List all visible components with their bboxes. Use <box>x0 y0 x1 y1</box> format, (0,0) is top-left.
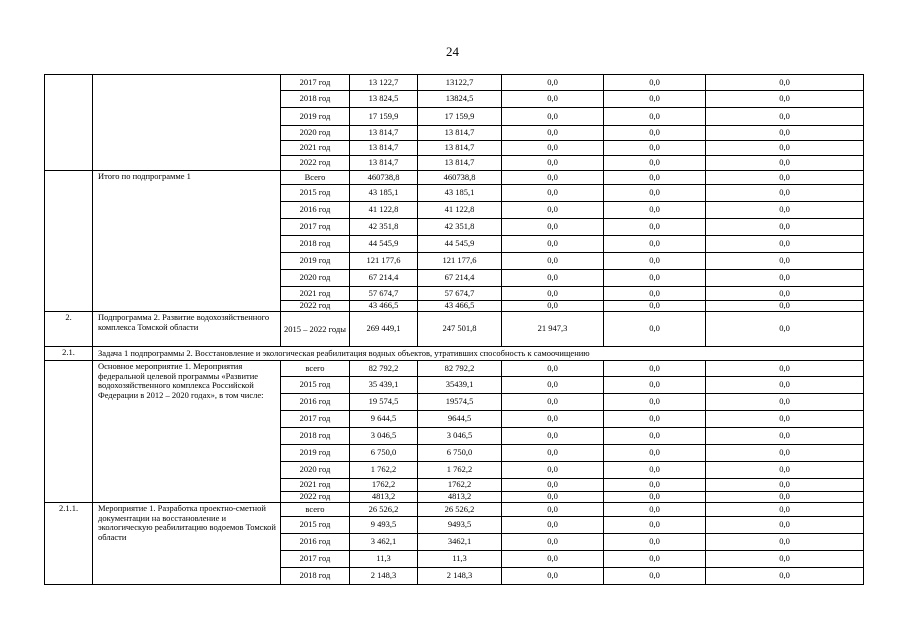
year-cell: 2021 год <box>281 141 350 156</box>
total-cell: 13 814,7 <box>350 126 418 141</box>
total-cell: 44 545,9 <box>350 236 418 253</box>
value-cell: 0,0 <box>502 91 604 108</box>
total-cell: 269 449,1 <box>350 312 418 347</box>
total-cell: 43 185,1 <box>350 185 418 202</box>
value-cell: 0,0 <box>706 236 864 253</box>
year-cell: 2015 год <box>281 517 350 534</box>
value-cell: 9644,5 <box>418 411 502 428</box>
value-cell: 0,0 <box>604 287 706 301</box>
value-cell: 0,0 <box>604 253 706 270</box>
value-cell: 0,0 <box>706 287 864 301</box>
value-cell: 0,0 <box>706 428 864 445</box>
year-cell: 2018 год <box>281 236 350 253</box>
value-cell: 0,0 <box>502 126 604 141</box>
value-cell: 0,0 <box>706 534 864 551</box>
year-cell: 2015 год <box>281 185 350 202</box>
value-cell: 0,0 <box>706 568 864 585</box>
value-cell: 121 177,6 <box>418 253 502 270</box>
value-cell: 0,0 <box>502 219 604 236</box>
value-cell: 82 792,2 <box>418 361 502 377</box>
value-cell: 41 122,8 <box>418 202 502 219</box>
value-cell: 0,0 <box>604 108 706 126</box>
table-row <box>45 75 864 91</box>
value-cell: 3 046,5 <box>418 428 502 445</box>
year-cell: всего <box>281 361 350 377</box>
value-cell: 0,0 <box>706 270 864 287</box>
value-cell: 42 351,8 <box>418 219 502 236</box>
value-cell: 0,0 <box>706 91 864 108</box>
year-cell: всего <box>281 503 350 517</box>
value-cell: 0,0 <box>502 411 604 428</box>
value-cell: 0,0 <box>604 185 706 202</box>
value-cell: 0,0 <box>706 108 864 126</box>
value-cell: 43 466,5 <box>418 301 502 312</box>
value-cell: 0,0 <box>604 492 706 503</box>
total-cell: 9 644,5 <box>350 411 418 428</box>
year-cell: 2022 год <box>281 492 350 503</box>
total-cell: 13 814,7 <box>350 141 418 156</box>
value-cell: 43 185,1 <box>418 185 502 202</box>
total-cell: 41 122,8 <box>350 202 418 219</box>
total-cell: 19 574,5 <box>350 394 418 411</box>
value-cell: 0,0 <box>502 270 604 287</box>
total-cell: 4813,2 <box>350 492 418 503</box>
total-cell: 17 159,9 <box>350 108 418 126</box>
value-cell: 0,0 <box>604 462 706 479</box>
year-cell: 2015 год <box>281 377 350 394</box>
event-name: Мероприятие 1. Разработка проектно-сметной документации на восстановление и экологическую реабилитацию водоемов Томской области <box>93 503 281 585</box>
total-cell: 3 462,1 <box>350 534 418 551</box>
value-cell: 0,0 <box>706 492 864 503</box>
year-cell: 2022 год <box>281 156 350 171</box>
value-cell: 0,0 <box>502 141 604 156</box>
year-cell: 2017 год <box>281 219 350 236</box>
value-cell: 0,0 <box>604 445 706 462</box>
year-cell: 2020 год <box>281 462 350 479</box>
value-cell: 247 501,8 <box>418 312 502 347</box>
value-cell: 0,0 <box>502 75 604 91</box>
table-row <box>45 171 864 185</box>
year-cell: 2020 год <box>281 126 350 141</box>
value-cell: 4813,2 <box>418 492 502 503</box>
value-cell: 0,0 <box>604 479 706 492</box>
total-cell: 82 792,2 <box>350 361 418 377</box>
table-row <box>45 347 864 361</box>
value-cell: 0,0 <box>706 75 864 91</box>
total-cell: 13 814,7 <box>350 156 418 171</box>
value-cell: 0,0 <box>706 126 864 141</box>
year-cell: 2021 год <box>281 479 350 492</box>
budget-table <box>44 74 864 585</box>
value-cell: 0,0 <box>502 503 604 517</box>
value-cell: 13 814,7 <box>418 156 502 171</box>
value-cell: 0,0 <box>706 503 864 517</box>
value-cell: 6 750,0 <box>418 445 502 462</box>
total-cell: 121 177,6 <box>350 253 418 270</box>
total-cell: 57 674,7 <box>350 287 418 301</box>
value-cell: 0,0 <box>604 312 706 347</box>
value-cell: 0,0 <box>706 551 864 568</box>
value-cell: 0,0 <box>604 91 706 108</box>
value-cell: 3462,1 <box>418 534 502 551</box>
code-cell: 2.1. <box>45 347 93 361</box>
code-cell <box>45 75 93 171</box>
value-cell: 0,0 <box>604 141 706 156</box>
value-cell: 67 214,4 <box>418 270 502 287</box>
total-cell: 42 351,8 <box>350 219 418 236</box>
value-cell: 0,0 <box>604 568 706 585</box>
total-cell: 9 493,5 <box>350 517 418 534</box>
value-cell: 0,0 <box>604 301 706 312</box>
table-row <box>45 361 864 377</box>
total-cell: 67 214,4 <box>350 270 418 287</box>
value-cell: 0,0 <box>604 394 706 411</box>
value-cell: 13122,7 <box>418 75 502 91</box>
year-cell: Всего <box>281 171 350 185</box>
value-cell: 0,0 <box>502 445 604 462</box>
total-cell: 13 824,5 <box>350 91 418 108</box>
value-cell: 19574,5 <box>418 394 502 411</box>
value-cell: 0,0 <box>604 219 706 236</box>
value-cell: 0,0 <box>604 377 706 394</box>
value-cell: 0,0 <box>604 428 706 445</box>
value-cell: 1 762,2 <box>418 462 502 479</box>
value-cell: 0,0 <box>502 551 604 568</box>
value-cell: 0,0 <box>502 287 604 301</box>
value-cell: 0,0 <box>604 171 706 185</box>
name-cell <box>93 75 281 171</box>
value-cell: 0,0 <box>502 377 604 394</box>
page-number: 24 <box>446 44 459 59</box>
value-cell: 0,0 <box>706 171 864 185</box>
value-cell: 0,0 <box>604 361 706 377</box>
year-cell: 2018 год <box>281 568 350 585</box>
value-cell: 0,0 <box>502 394 604 411</box>
value-cell: 0,0 <box>502 534 604 551</box>
year-cell: 2015 – 2022 годы <box>281 312 350 347</box>
year-cell: 2016 год <box>281 534 350 551</box>
year-cell: 2022 год <box>281 301 350 312</box>
year-cell: 2019 год <box>281 253 350 270</box>
total-cell: 460738,8 <box>350 171 418 185</box>
value-cell: 0,0 <box>502 462 604 479</box>
year-cell: 2019 год <box>281 108 350 126</box>
value-cell: 13 814,7 <box>418 126 502 141</box>
year-cell: 2016 год <box>281 202 350 219</box>
value-cell: 0,0 <box>604 551 706 568</box>
value-cell: 0,0 <box>502 108 604 126</box>
value-cell: 0,0 <box>502 156 604 171</box>
value-cell: 0,0 <box>502 428 604 445</box>
value-cell: 0,0 <box>502 517 604 534</box>
value-cell: 13824,5 <box>418 91 502 108</box>
main-event-name: Основное мероприятие 1. Мероприятия федеральной целевой программы «Развитие водохозяйственного комплекса Российской Федерации в 2012 – 2020 годах», в том числе: <box>93 361 281 503</box>
code-cell: 2.1.1. <box>45 503 93 585</box>
value-cell: 0,0 <box>706 219 864 236</box>
value-cell: 0,0 <box>706 156 864 171</box>
value-cell: 0,0 <box>502 236 604 253</box>
value-cell: 0,0 <box>706 202 864 219</box>
value-cell: 0,0 <box>604 517 706 534</box>
value-cell: 9493,5 <box>418 517 502 534</box>
year-cell: 2018 год <box>281 91 350 108</box>
total-cell: 26 526,2 <box>350 503 418 517</box>
value-cell: 0,0 <box>502 171 604 185</box>
total-cell: 2 148,3 <box>350 568 418 585</box>
total-cell: 43 466,5 <box>350 301 418 312</box>
year-cell: 2017 год <box>281 551 350 568</box>
value-cell: 0,0 <box>706 462 864 479</box>
value-cell: 21 947,3 <box>502 312 604 347</box>
table-row <box>45 312 864 347</box>
year-cell: 2016 год <box>281 394 350 411</box>
value-cell: 460738,8 <box>418 171 502 185</box>
value-cell: 57 674,7 <box>418 287 502 301</box>
total-cell: 1 762,2 <box>350 462 418 479</box>
value-cell: 0,0 <box>706 377 864 394</box>
value-cell: 0,0 <box>604 534 706 551</box>
value-cell: 0,0 <box>604 236 706 253</box>
value-cell: 0,0 <box>706 361 864 377</box>
value-cell: 0,0 <box>502 479 604 492</box>
year-cell: 2019 год <box>281 445 350 462</box>
value-cell: 35439,1 <box>418 377 502 394</box>
value-cell: 0,0 <box>502 185 604 202</box>
total-cell: 13 122,7 <box>350 75 418 91</box>
value-cell: 0,0 <box>604 156 706 171</box>
year-cell: 2020 год <box>281 270 350 287</box>
value-cell: 0,0 <box>502 202 604 219</box>
value-cell: 0,0 <box>502 361 604 377</box>
value-cell: 1762,2 <box>418 479 502 492</box>
value-cell: 0,0 <box>502 253 604 270</box>
code-cell: 2. <box>45 312 93 347</box>
value-cell: 0,0 <box>604 75 706 91</box>
value-cell: 0,0 <box>706 312 864 347</box>
total-cell: 35 439,1 <box>350 377 418 394</box>
value-cell: 0,0 <box>502 568 604 585</box>
total-cell: 1762,2 <box>350 479 418 492</box>
value-cell: 26 526,2 <box>418 503 502 517</box>
table-row <box>45 503 864 517</box>
value-cell: 0,0 <box>604 202 706 219</box>
value-cell: 0,0 <box>604 126 706 141</box>
value-cell: 0,0 <box>502 492 604 503</box>
subprogram-name: Подпрограмма 2. Развитие водохозяйственного комплекса Томской области <box>93 312 281 347</box>
year-cell: 2021 год <box>281 287 350 301</box>
value-cell: 0,0 <box>706 253 864 270</box>
value-cell: 0,0 <box>706 479 864 492</box>
value-cell: 2 148,3 <box>418 568 502 585</box>
task-title: Задача 1 подпрограммы 2. Восстановление и экологическая реабилитация водных объектов, утративших способность к самоочищению <box>93 347 864 361</box>
value-cell: 0,0 <box>706 301 864 312</box>
value-cell: 17 159,9 <box>418 108 502 126</box>
total-cell: 3 046,5 <box>350 428 418 445</box>
value-cell: 0,0 <box>706 394 864 411</box>
subtotal-label: Итого по подпрограмме 1 <box>93 171 281 312</box>
value-cell: 0,0 <box>604 411 706 428</box>
value-cell: 0,0 <box>502 301 604 312</box>
year-cell: 2018 год <box>281 428 350 445</box>
value-cell: 0,0 <box>604 503 706 517</box>
value-cell: 0,0 <box>706 517 864 534</box>
year-cell: 2017 год <box>281 75 350 91</box>
value-cell: 11,3 <box>418 551 502 568</box>
total-cell: 6 750,0 <box>350 445 418 462</box>
value-cell: 13 814,7 <box>418 141 502 156</box>
value-cell: 0,0 <box>706 445 864 462</box>
value-cell: 0,0 <box>706 411 864 428</box>
value-cell: 0,0 <box>604 270 706 287</box>
value-cell: 0,0 <box>706 141 864 156</box>
code-cell <box>45 361 93 503</box>
code-cell <box>45 171 93 312</box>
value-cell: 0,0 <box>706 185 864 202</box>
value-cell: 44 545,9 <box>418 236 502 253</box>
year-cell: 2017 год <box>281 411 350 428</box>
total-cell: 11,3 <box>350 551 418 568</box>
